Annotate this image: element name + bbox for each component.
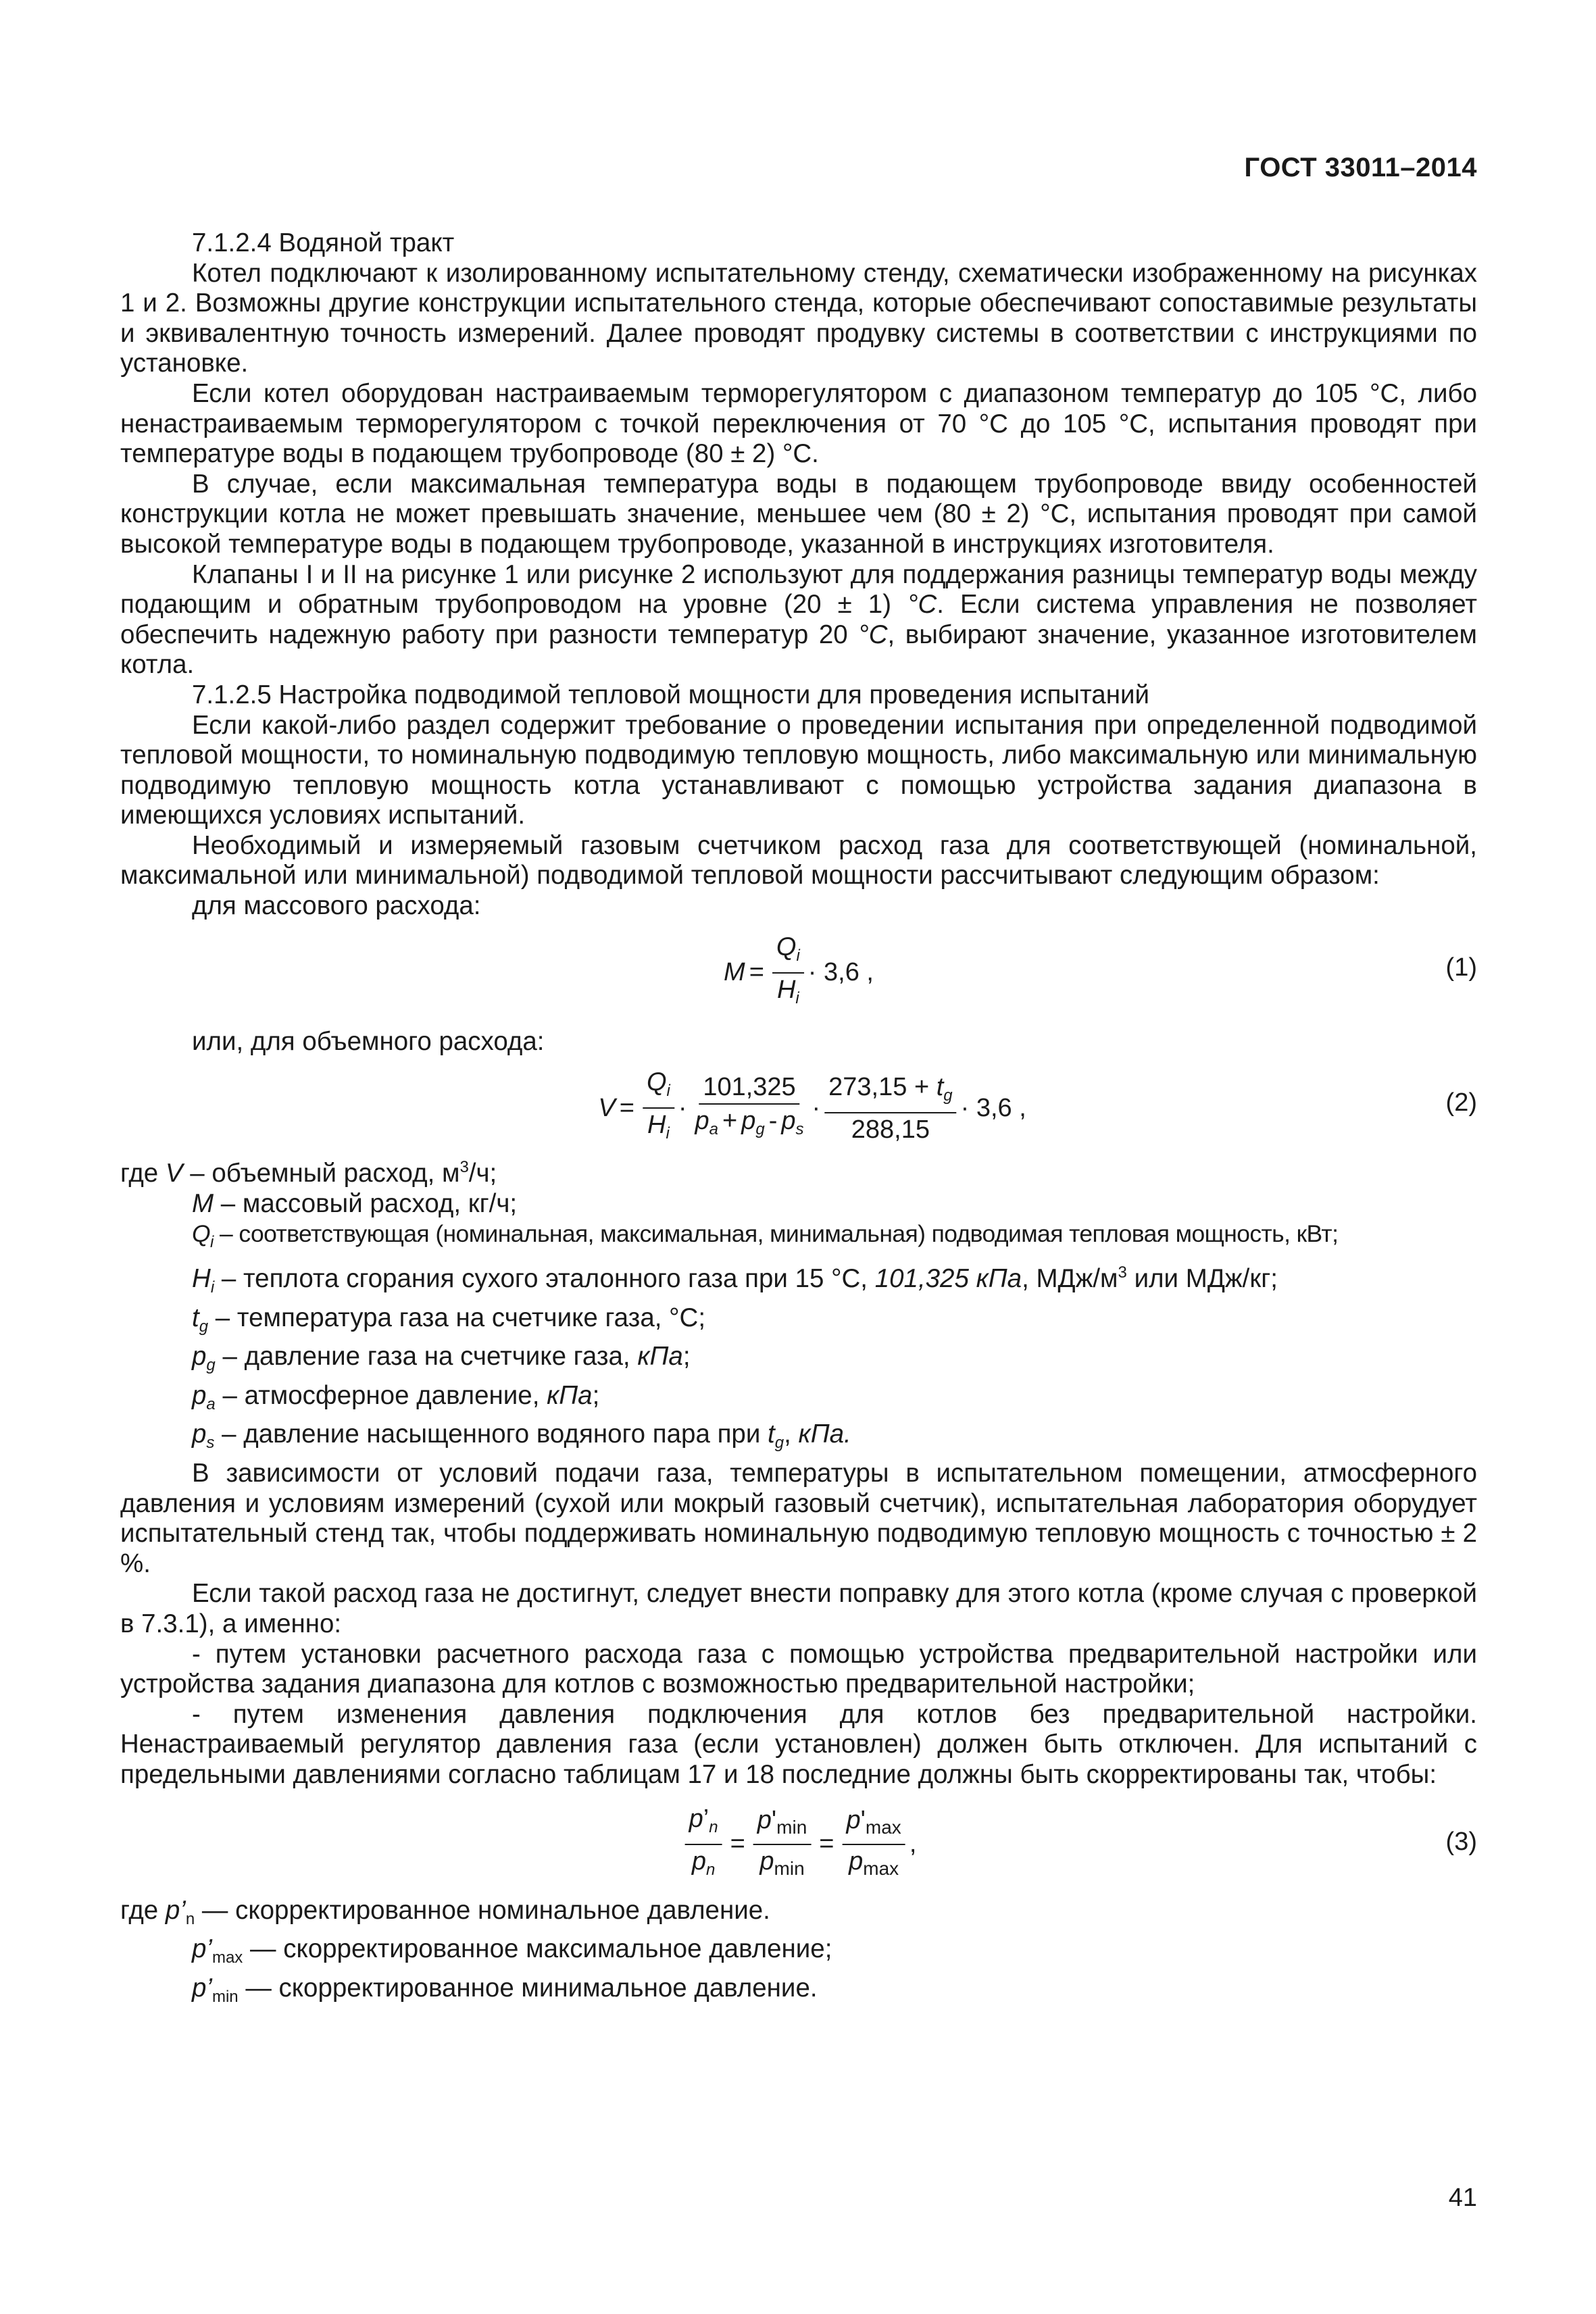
paragraph: Если какой-либо раздел содержит требование о проведении испытания при определенной подводимой тепловой мощности, то номинальную подводимую тепловую мощность, либо максимальную или минимальную подводимую тепловую мощность котла устанавливают с помощью устройства задания диапазона в имеющихся условиях испытаний. [120, 710, 1477, 830]
definition-Q: $Q_i$ – соответствующая (номинальная, максимальная, минимальная) подводимая тепловая мощность, кВт; [192, 1220, 1339, 1252]
formula-1 [120, 927, 1477, 1013]
section-heading-7125: 7.1.2.5 Настройка подводимой тепловой мощности для проведения испытаний [192, 680, 1149, 709]
formula-number: (1) [1445, 953, 1477, 982]
document-header: ГОСТ 33011–2014 [1244, 153, 1477, 182]
definition-H: $H_i$ – теплота сгорания сухого эталонного газа при 15 °С, 101,325 кПа, МДж/$м^3$ или МДж/кг; [192, 1263, 1278, 1297]
formula-fraction: $\frac{p'_{max}}{p_{max}}$ [843, 1805, 905, 1884]
definition-V: где V – объемный расход, $м^3/ч$; [120, 1158, 497, 1188]
formula-symbol: M [724, 958, 745, 987]
paragraph: В случае, если максимальная температура воды в подающем трубопроводе ввиду особенностей конструкции котла не может превышать значение, меньшее чем (80 ± 2) °С, испытания проводят при самой высокой температуре воды в подающем трубопроводе, указанной в инструкциях изготовителя. [120, 469, 1477, 559]
formula-operator: = [730, 1830, 745, 1859]
formula-fraction: $\frac{Q_i}{H_i}$ [643, 1067, 674, 1149]
definition-pmax: $p’_{max}$ — скорректированное максимальное давление; [192, 1934, 832, 1967]
formula-2 [120, 1062, 1477, 1153]
list-item: - путем изменения давления подключения для котлов без предварительной настройки. Ненастраиваемый регулятор давления газа (если установлен) должен быть отключен. Для испытаний с предельными давлениями согласно таблицам 17 и 18 последние должны быть скорректированы так, чтобы: [120, 1699, 1477, 1789]
formula-number: (3) [1445, 1827, 1477, 1856]
paragraph: Котел подключают к изолированному испытательному стенду, схематически изображенному на рисунках 1 и 2. Возможны другие конструкции испытательного стенда, которые обеспечивают сопоставимые результаты и эквивалентную точность измерений. Далее проводят продувку системы в соответствии с инструкциями по установке. [120, 258, 1477, 378]
paragraph: Если котел оборудован настраиваемым терморегулятором с диапазоном температур до 105 °С, либо ненастраиваемым терморегулятором с точкой переключения от 70 °С до 105 °С, испытания проводят при температуре воды в подающем трубопроводе (80 ± 2) °С. [120, 378, 1477, 469]
formula-operator: , [909, 1830, 917, 1859]
formula-fraction: $\frac{p'_{min}}{p_{min}}$ [753, 1805, 812, 1884]
text-run: , выбирают значение, указанное изготовителем котла. [120, 620, 1477, 680]
formula-3-expression [681, 1804, 917, 1885]
paragraph: Если такой расход газа не достигнут, следует внести поправку для этого котла (кроме случая с проверкой в 7.3.1), а именно: [120, 1579, 1477, 1638]
fraction-denominator: $H_i$ [776, 975, 799, 1007]
text-run: °С [858, 620, 888, 649]
paragraph: В зависимости от условий подачи газа, температуры в испытательном помещении, атмосферного давления и условиям измерений (сухой или мокрый газовый счетчик), испытательная лаборатория оборудует испытательный стенд так, чтобы поддерживать номинальную подводимую тепловую мощность с точностью ± 2 %. [120, 1459, 1477, 1578]
formula-operator: = [749, 958, 764, 987]
formula-3 [120, 1794, 1477, 1896]
formula-factor: · 3,6 , [807, 958, 874, 987]
page-content [120, 228, 1477, 2012]
formula-operator: · [678, 1093, 687, 1122]
formula-number: (2) [1445, 1088, 1477, 1117]
formula-operator: · [812, 1093, 821, 1122]
formula-fraction: $\frac{101,325}{p_a + p_g - p_s}$ [695, 1072, 804, 1138]
formula-symbol: V [598, 1093, 616, 1122]
formula-operator: = [619, 1093, 634, 1122]
volume-flow-intro: или, для объемного расхода: [192, 1026, 545, 1056]
paragraph: Необходимый и измеряемый газовым счетчиком расход газа для соответствующей (номинальной, максимальной или минимальной) подводимой тепловой мощности рассчитывают следующим образом: [120, 830, 1477, 890]
definition-pn: где $p’_n$ — скорректированное номинальное давление. [120, 1895, 770, 1928]
mass-flow-intro: для массового расхода: [192, 891, 481, 921]
formula-operator: = [819, 1830, 834, 1859]
formula-1-expression [724, 932, 874, 1013]
formula-factor: · 3,6 , [960, 1093, 1026, 1122]
formula-2-expression [598, 1067, 1026, 1149]
fraction-numerator: $Q_i$ [772, 932, 804, 974]
formula-fraction [772, 932, 804, 1013]
text-run: °С [907, 590, 937, 620]
definition-tg: $t_g$ – температура газа на счетчике газа, °С; [192, 1303, 706, 1336]
formula-fraction: $\frac{273,15 + t_g}{288,15}$ [824, 1072, 956, 1145]
text-run: . Если система управления не позволяет обеспечить надежную работу при разности температур 20 [120, 590, 1477, 649]
definition-pa: $p_a$ – атмосферное давление, кПа; [192, 1380, 600, 1413]
list-item: - путем установки расчетного расхода газа с помощью устройства предварительной настройки или устройства задания диапазона для котлов с возможностью предварительной настройки; [120, 1639, 1477, 1699]
text-run: Клапаны I и II на рисунке 1 или рисунке 2 используют для поддержания разницы температур воды между подающим и обратным трубопроводом на уровне (20 ± 1) [120, 559, 1477, 620]
definition-pmin: $p’_{min}$ — скорректированное минимальное давление. [192, 1973, 818, 2006]
page-number: 41 [1448, 2184, 1477, 2212]
definition-pg: $p_g$ – давление газа на счетчике газа, кПа; [192, 1342, 691, 1375]
paragraph [120, 560, 1477, 680]
definition-ps: $p_s$ – давление насыщенного водяного пара при $t_g$, кПа. [192, 1419, 851, 1453]
formula-fraction: $\frac{p’_n}{p_n}$ [685, 1804, 722, 1885]
section-heading-7124: 7.1.2.4 Водяной тракт [192, 228, 455, 257]
definition-M: M – массовый расход, кг/ч; [192, 1188, 518, 1218]
